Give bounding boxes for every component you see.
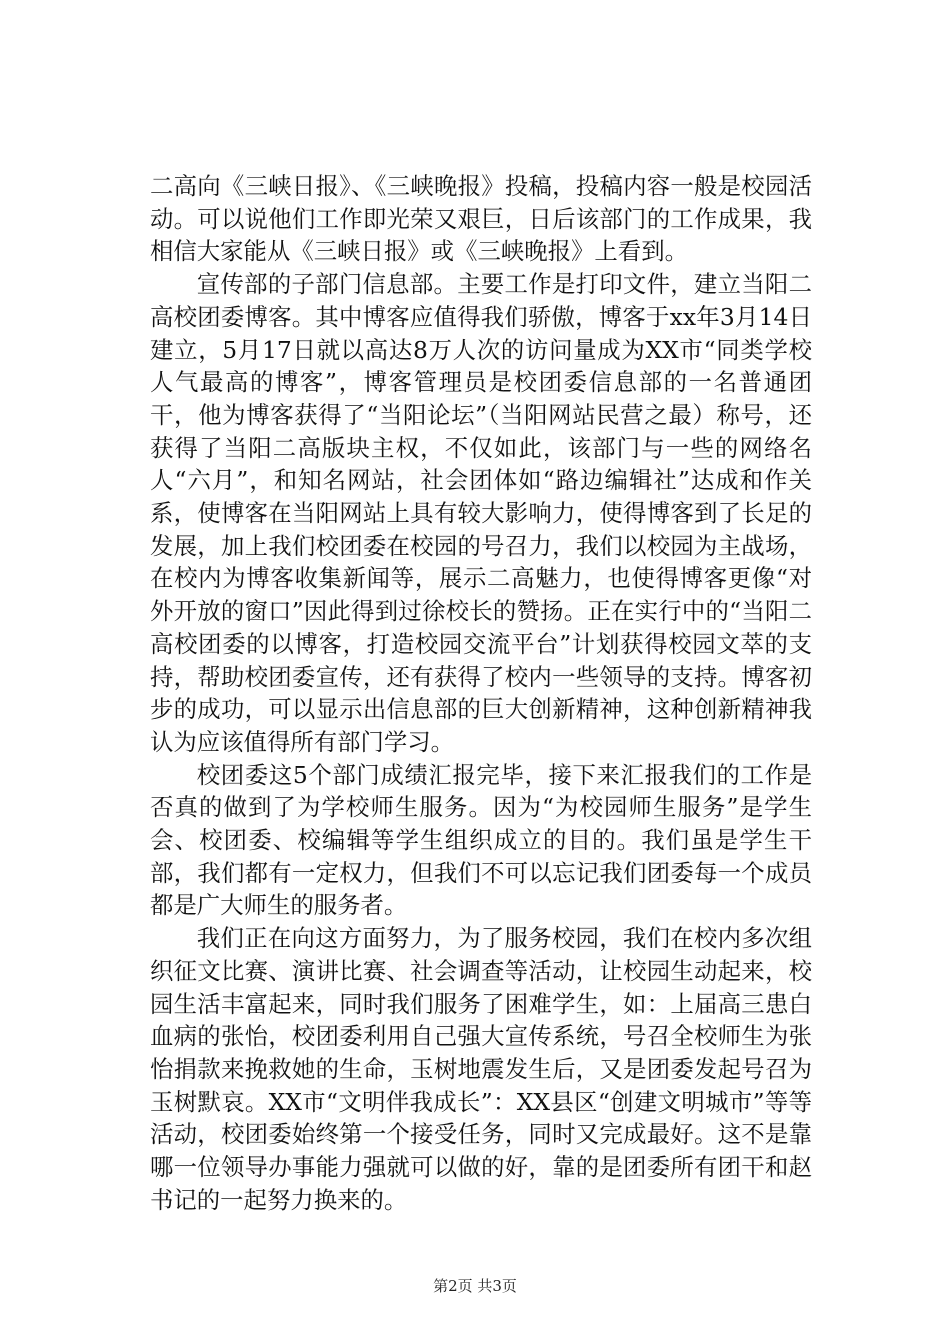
paragraph-service-report: 校团委这5个部门成绩汇报完毕，接下来汇报我们的工作是否真的做到了为学校师生服务。因为“为校园师生服务”是学生会、校团委、校编辑等学生组织成立的目的。我们虽是学生干部，我们都有一定权力，但我们不可以忘记我们团委每一个成员都是广大师生的服务者。 <box>150 760 812 920</box>
page-number-footer: 第2页 共3页 <box>433 1277 517 1295</box>
document-body <box>150 170 812 1217</box>
paragraph-info-department: 宣传部的子部门信息部。主要工作是打印文件，建立当阳二高校团委博客。其中博客应值得我们骄傲，博客于xx年3月14日建立，5月17日就以高达8万人次的访问量成为XX市“同类学校人气最高的博客”，博客管理员是校团委信息部的一名普通团干，他为博客获得了“当阳论坛”（当阳网站民营之最）称号，还获得了当阳二高版块主权，不仅如此，该部门与一些的网络名人“六月”，和知名网站，社会团体如“路边编辑社”达成和作关系，使博客在当阳网站上具有较大影响力，使得博客到了长足的发展，加上我们校团委在校园的号召力，我们以校园为主战场，在校内为博客收集新闻等，展示二高魅力，也使得博客更像“对外开放的窗口”因此得到过徐校长的赞扬。正在实行中的“当阳二高校团委的以博客，打造校园交流平台”计划获得校园文萃的支持，帮助校团委宣传，还有获得了校内一些领导的支持。博客初步的成功，可以显示出信息部的巨大创新精神，这种创新精神我认为应该值得所有部门学习。 <box>150 270 812 756</box>
paragraph-continuation: 二高向《三峡日报》、《三峡晚报》投稿，投稿内容一般是校园活动。可以说他们工作即光荣又艰巨，日后该部门的工作成果，我相信大家能从《三峡日报》或《三峡晚报》上看到。 <box>150 172 812 266</box>
paragraph-service-activities: 我们正在向这方面努力，为了服务校园，我们在校内多次组织征文比赛、演讲比赛、社会调查等活动，让校园生动起来，校园生活丰富起来，同时我们服务了困难学生，如：上届高三患白血病的张怡，校团委利用自己强大宣传系统，号召全校师生为张怡捐款来挽救她的生命，玉树地震发生后，又是团委发起号召为玉树默哀。XX市“文明伴我成长”：XX县区“创建文明城市”等等活动，校团委始终第一个接受任务，同时又完成最好。这不是靠哪一位领导办事能力强就可以做的好，靠的是团委所有团干和赵书记的一起努力换来的。 <box>150 924 812 1214</box>
